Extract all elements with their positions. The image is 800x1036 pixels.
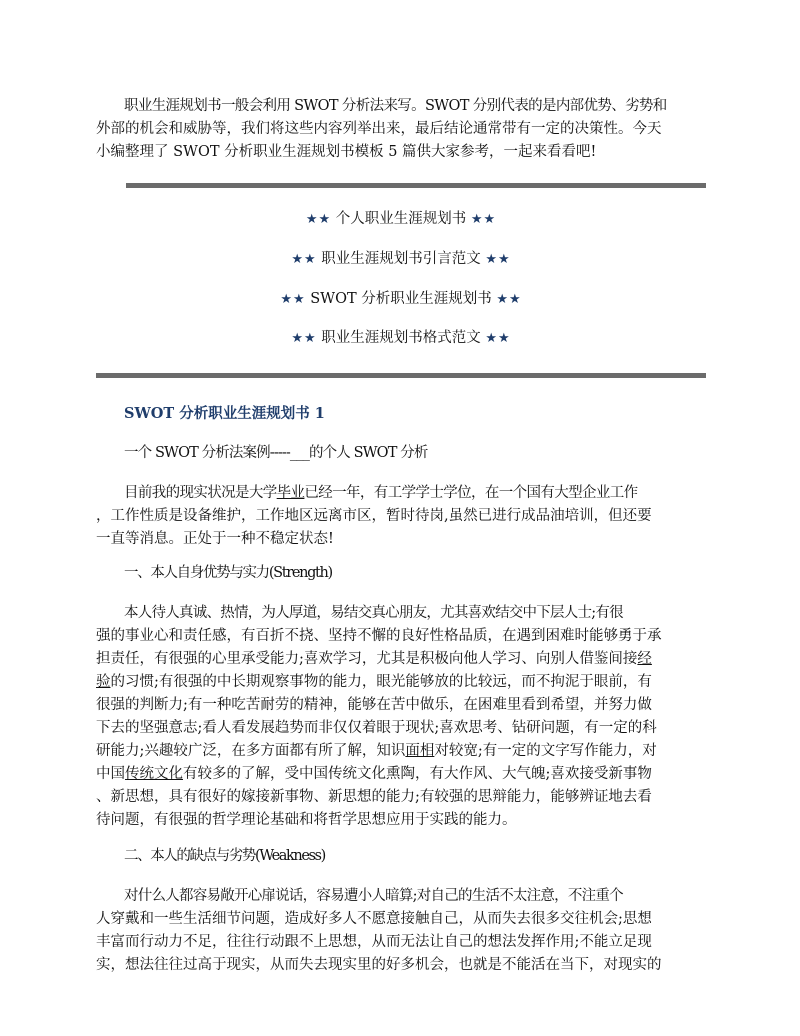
situation-line-1 — [124, 483, 734, 503]
section-title: SWOT 分析职业生涯规划书 1 — [124, 405, 325, 422]
link-graduation[interactable]: 毕业 — [276, 485, 305, 501]
link-relative[interactable]: 面相 — [405, 743, 435, 759]
intro-line-3: 小编整理了 SWOT 分析职业生涯规划书模板 5 篇供大家参考，一起来看看吧! — [96, 144, 597, 160]
text-run: 研能力;兴趣较广泛，在多方面都有所了解，知识 — [96, 743, 406, 759]
star-icon: ★★ — [291, 252, 317, 267]
weakness-heading: 二、本人的缺点与劣势(Weakness) — [124, 848, 325, 864]
toc-item-2[interactable] — [96, 249, 706, 270]
intro-line-1: 职业生涯规划书一般会利用 SWOT 分析法来写。SWOT 分别代表的是内部优势、劣势和 — [124, 98, 667, 114]
strength-line-6: 下去的坚强意志;看人看发展趋势而非仅仅着眼于现状;喜欢思考、钻研问题，有一定的科 — [96, 720, 657, 736]
toc-item-3[interactable] — [96, 289, 706, 310]
toc-item-label: 职业生涯规划书引言范文 — [321, 251, 481, 267]
intro-line-2: 外部的机会和威胁等，我们将这些内容列举出来，最后结论通常带有一定的决策性。今天 — [96, 121, 662, 137]
strength-line-9: 、新思想，具有很好的嫁接新事物、新思想的能力;有较强的思辩能力，能够辨证地去看 — [96, 789, 652, 805]
star-icon: ★★ — [470, 212, 497, 227]
star-icon: ★★ — [280, 292, 306, 307]
star-icon: ★★ — [485, 252, 511, 267]
text-run: 已经一年，有工学学士学位，在一个国有大型企业工作 — [304, 485, 638, 501]
toc-item-1[interactable] — [96, 209, 706, 230]
weakness-line-3: 丰富而行动力不足，往往行动跟不上思想，从而无法让自己的想法发挥作用;不能立足现 — [96, 934, 652, 950]
strength-line-10: 待问题，有很强的哲学理论基础和将哲学思想应用于实践的能力。 — [96, 812, 517, 828]
weakness-line-4: 实，想法往往过高于现实，从而失去现实里的好多机会，也就是不能活在当下，对现实的 — [96, 957, 662, 973]
text-run: 对较宽;有一定的文字写作能力，对 — [434, 743, 657, 759]
star-icon: ★★ — [305, 212, 332, 227]
text-run: 中国 — [96, 766, 125, 782]
strength-heading: 一、本人自身优势与实力(Strength) — [124, 565, 332, 581]
star-icon: ★★ — [485, 331, 511, 346]
text-run: 目前我的现实状况是大学 — [124, 485, 277, 501]
strength-line-3 — [96, 649, 706, 669]
star-icon: ★★ — [496, 292, 522, 307]
text-run: 担责任，有很强的心里承受能力;喜欢学习，尤其是积极向他人学习、向别人借鉴间接 — [96, 651, 638, 667]
star-icon: ★★ — [291, 331, 317, 346]
strength-line-1: 本人待人真诚、热情，为人厚道，易结交真心朋友，尤其喜欢结交中下层人士;有很 — [124, 605, 623, 621]
weakness-line-1: 对什么人都容易敞开心扉说话，容易遭小人暗算;对自己的生活不太注意，不注重个 — [124, 888, 623, 904]
situation-line-3: 一直等消息。正处于一种不稳定状态! — [96, 531, 334, 547]
situation-line-2: ，工作性质是设备维护，工作地区远离市区，暂时待岗,虽然已进行成品油培训，但还要 — [96, 508, 652, 524]
link-experience[interactable]: 经 — [637, 651, 652, 667]
weakness-line-2: 人穿戴和一些生活细节问题，造成好多人不愿意接触自己，从而失去很多交往机会;思想 — [96, 911, 652, 927]
strength-line-2: 强的事业心和责任感，有百折不挠、坚持不懈的良好性格品质，在遇到困难时能够勇于承 — [96, 628, 662, 644]
divider-bottom — [96, 373, 706, 378]
toc-item-label: SWOT 分析职业生涯规划书 — [310, 291, 492, 307]
link-traditional-culture[interactable]: 传统文化 — [125, 766, 183, 782]
divider-top — [126, 183, 706, 188]
toc-item-4[interactable] — [96, 328, 706, 349]
strength-line-5: 很强的判断力;有一种吃苦耐劳的精神，能够在苦中做乐，在困难里看到希望，并努力做 — [96, 697, 652, 713]
strength-line-7 — [96, 741, 706, 761]
text-run: 的习惯;有很强的中长期观察事物的能力，眼光能够放的比较远，而不拘泥于眼前，有 — [110, 674, 652, 690]
strength-line-8 — [96, 764, 706, 784]
toc-item-label: 职业生涯规划书格式范文 — [321, 330, 481, 346]
toc-item-label: 个人职业生涯规划书 — [335, 211, 467, 227]
link-experience-cont[interactable]: 验 — [96, 674, 111, 690]
strength-line-4 — [96, 672, 706, 692]
text-run: 有较多的了解，受中国传统文化熏陶，有大作风、大气魄;喜欢接受新事物 — [183, 766, 652, 782]
section-subtitle: 一个 SWOT 分析法案例-----___的个人 SWOT 分析 — [124, 445, 428, 461]
